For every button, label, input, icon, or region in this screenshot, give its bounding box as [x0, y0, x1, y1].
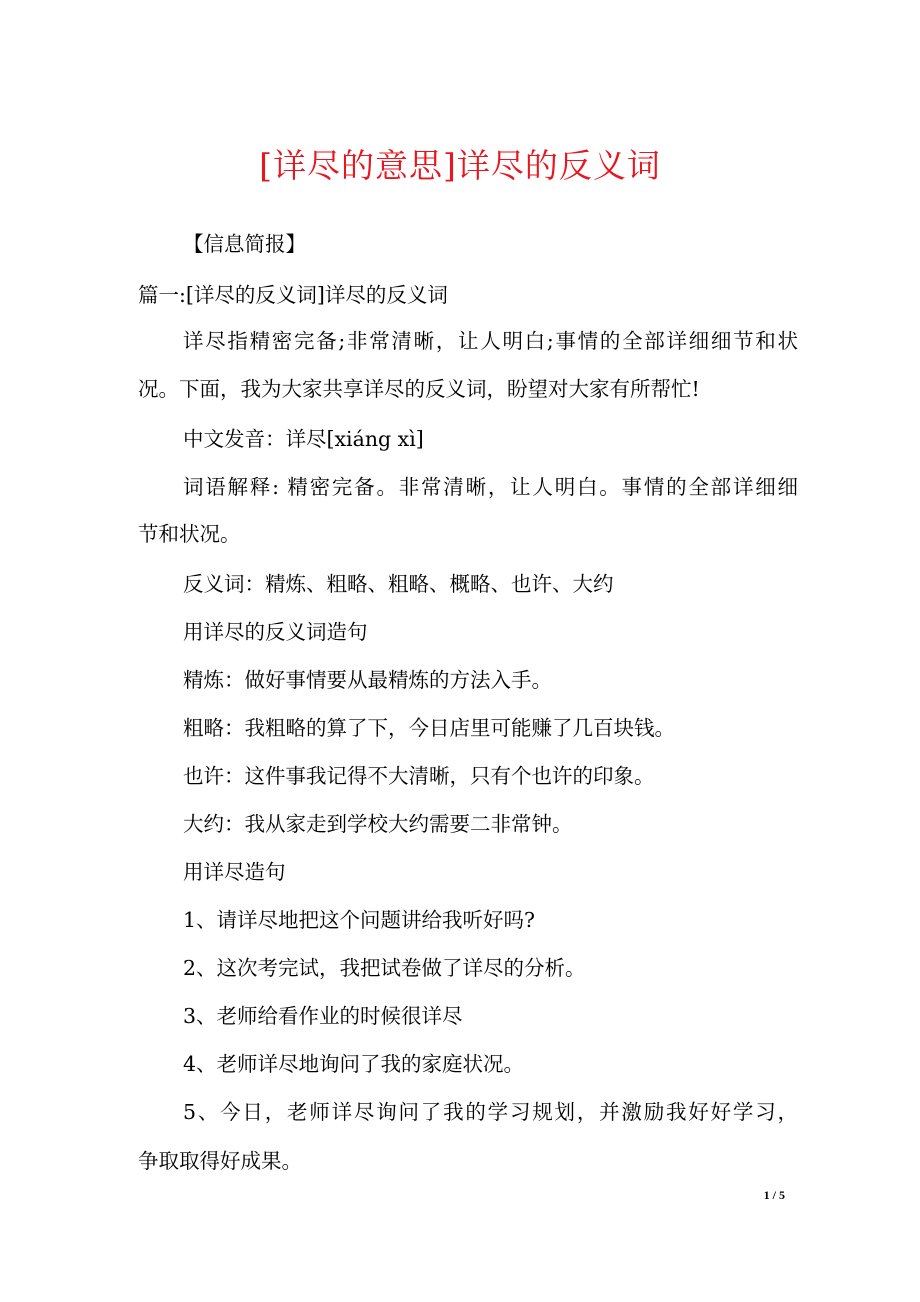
paragraph-sentences-heading: 用详尽造句	[183, 860, 286, 884]
paragraph-pronunciation: 中文发音：详尽[xiáng xì]	[183, 427, 424, 451]
paragraph-sentence-2: 2、这次考完试，我把试卷做了详尽的分析。	[183, 956, 586, 980]
paragraph-example-dayue: 大约：我从家走到学校大约需要二非常钟。	[183, 812, 573, 836]
page-number: 1 / 5	[763, 1188, 785, 1202]
document-title: [详尽的意思]详尽的反义词	[259, 146, 661, 185]
paragraph-section-heading: 篇一:[详尽的反义词]详尽的反义词	[138, 283, 448, 307]
paragraph-sentence-5-line-2: 争取取得好成果。	[138, 1149, 302, 1173]
paragraph-definition-line-1: 词语解释: 精密完备。非常清晰，让人明白。事情的全部详细细	[183, 475, 798, 499]
paragraph-sentence-3: 3、老师给看作业的时候很详尽	[183, 1004, 463, 1028]
paragraph-intro-line-1: 详尽指精密完备;非常清晰，让人明白;事情的全部详细细节和状	[183, 329, 798, 353]
paragraph-example-yexu: 也许：这件事我记得不大清晰，只有个也许的印象。	[183, 764, 655, 788]
paragraph-example-culue: 粗略：我粗略的算了下，今日店里可能赚了几百块钱。	[183, 716, 675, 740]
paragraph-sentence-4: 4、老师详尽地询问了我的家庭状况。	[183, 1052, 525, 1076]
paragraph-definition-line-2: 节和状况。	[138, 522, 241, 546]
paragraph-sentence-1: 1、请详尽地把这个问题讲给我听好吗?	[183, 908, 536, 932]
paragraph-example-jinglian: 精炼：做好事情要从最精炼的方法入手。	[183, 668, 552, 692]
paragraph-antonyms: 反义词：精炼、粗略、粗略、概略、也许、大约	[183, 572, 614, 596]
paragraph-intro-line-2: 况。下面，我为大家共享详尽的反义词，盼望对大家有所帮忙!	[138, 377, 700, 401]
paragraph-sentence-5-line-1: 5、今日，老师详尽询问了我的学习规划，并激励我好好学习，	[183, 1100, 798, 1124]
paragraph-antonym-sentences-heading: 用详尽的反义词造句	[183, 620, 368, 644]
paragraph-info-header: 【信息简报】	[183, 232, 306, 256]
